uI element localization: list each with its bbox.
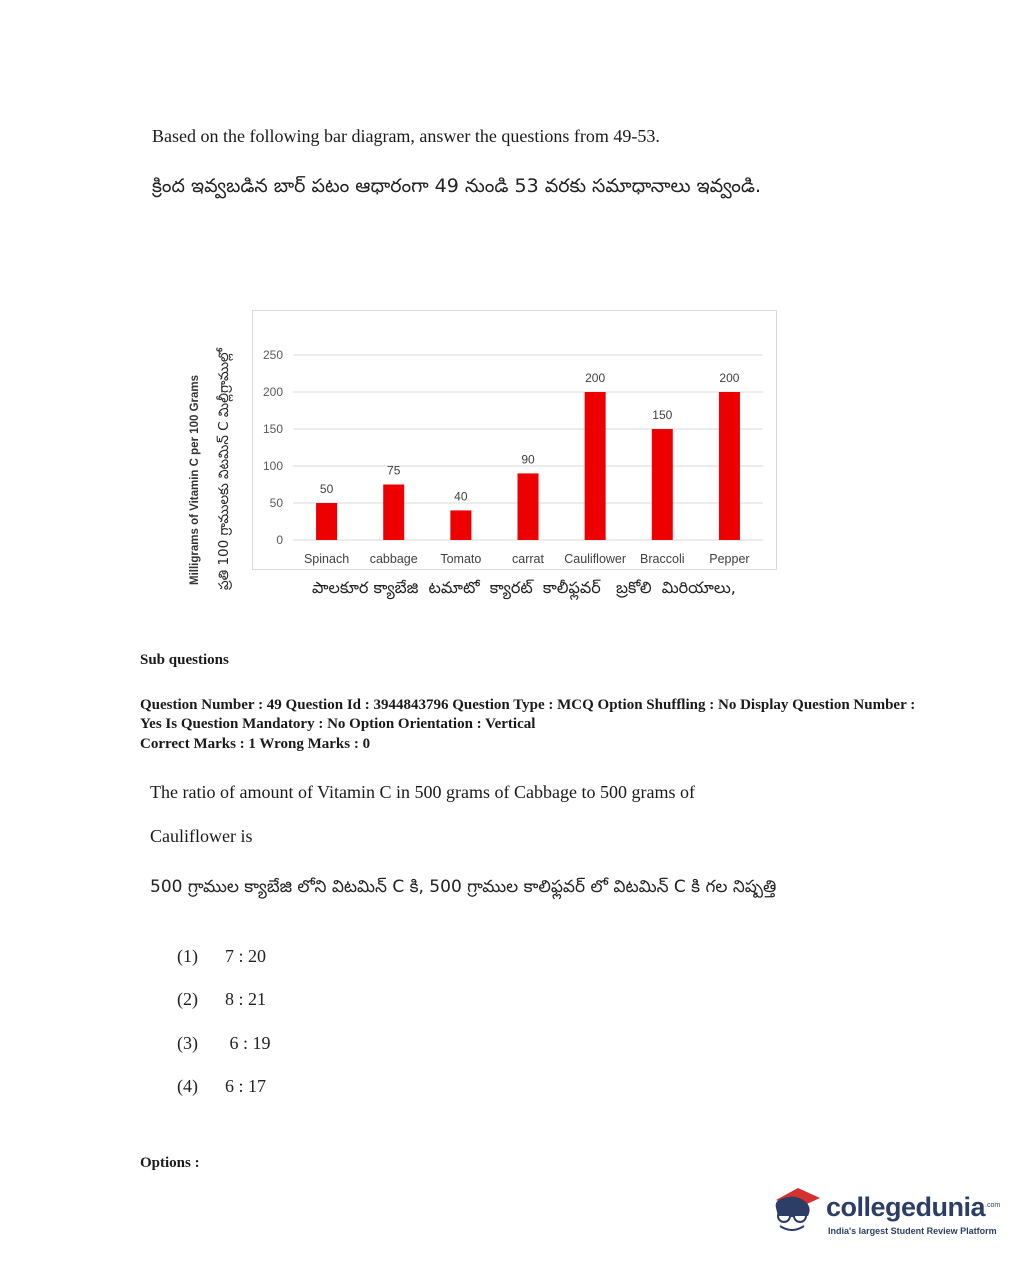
option-4-text: 6 : 17 — [225, 1076, 267, 1096]
option-4[interactable] — [177, 1076, 266, 1097]
option-3-number: (3) — [177, 1033, 198, 1053]
question-marks: Correct Marks : 1 Wrong Marks : 0 — [140, 736, 371, 752]
x-tick-label: Tomato — [440, 552, 482, 566]
collegedunia-tagline: India's largest Student Review Platform — [828, 1226, 997, 1236]
question-text-telugu: 500 గ్రాముల క్యాబేజి లోని విటమిన్ C కి, 500 గ్రాముల కాలిఫ్లవర్ లో విటమిన్ C కి గల నిష్పత్తి — [150, 877, 777, 897]
y-tick-label: 250 — [262, 348, 283, 362]
bar — [450, 510, 471, 540]
data-label: 50 — [319, 482, 334, 496]
bar — [316, 503, 337, 540]
bar — [585, 392, 606, 540]
sub-questions-heading: Sub questions — [140, 652, 229, 668]
option-4-number: (4) — [177, 1076, 198, 1096]
x-tick-label: Cauliflower — [564, 552, 627, 566]
option-2-number: (2) — [177, 989, 198, 1009]
bar — [719, 392, 740, 540]
collegedunia-logo-text: collegedunia — [826, 1192, 986, 1222]
x-tick-label: Pepper — [709, 552, 750, 566]
y-tick-label: 150 — [262, 422, 283, 436]
y-tick-label: 100 — [262, 459, 283, 473]
option-1-text: 7 : 20 — [225, 946, 267, 966]
x-tick-label: Spinach — [303, 552, 350, 566]
chart-ylabel-text: Milligrams of Vitamin C per 100 Grams — [189, 374, 201, 585]
option-2[interactable] — [177, 989, 266, 1010]
y-tick-label: 50 — [269, 496, 283, 510]
chart-ylabel-telugu — [210, 300, 234, 590]
y-tick-label: 0 — [276, 533, 283, 547]
option-1[interactable] — [177, 946, 266, 967]
option-3[interactable] — [177, 1033, 271, 1054]
question-meta: Question Number : 49 Question Id : 3944843796 Question Type : MCQ Option Shuffling : No Display Question Number : Yes Is Question Mandatory : No Option Orientation : Vertical — [140, 697, 916, 732]
intro-text: Based on the following bar diagram, answer the questions from 49-53. — [152, 126, 660, 146]
y-tick-label: 200 — [262, 385, 283, 399]
data-label: 90 — [521, 452, 535, 467]
chart-ylabel — [186, 300, 202, 585]
question-text-line1: The ratio of amount of Vitamin C in 500 grams of Cabbage to 500 grams of — [150, 782, 695, 802]
data-label: 200 — [719, 371, 740, 385]
chart-ylabel-telugu-text: ప్రతి 100 గ్రాములకు విటమిన్ C మిల్లీగ్రాముల్లో — [216, 348, 232, 590]
x-tick-label: carrat — [512, 552, 544, 566]
bar — [383, 485, 404, 541]
question-text-line2: Cauliflower is — [150, 826, 253, 846]
data-label: 40 — [454, 489, 468, 504]
chart-xlabel-telugu: పాలకూర క్యాబేజి టమాటో క్యారట్ కాలీఫ్లవర్ బ్రకోలి మిరియాలు, — [312, 578, 736, 597]
vitamin-c-bar-chart — [252, 310, 777, 570]
options-heading: Options : — [140, 1155, 200, 1171]
data-label: 75 — [387, 463, 401, 478]
x-tick-label: Braccoli — [640, 552, 685, 566]
bar — [518, 473, 539, 540]
data-label: 200 — [585, 371, 606, 385]
data-label: 150 — [652, 408, 673, 422]
bar — [652, 429, 673, 540]
option-1-number: (1) — [177, 946, 198, 966]
option-3-text: 6 : 19 — [225, 1033, 271, 1053]
intro-text-telugu: క్రింద ఇవ్వబడిన బార్ పటం ఆధారంగా 49 నుండి 53 వరకు సమాధానాలు ఇవ్వండి. — [152, 175, 761, 197]
option-2-text: 8 : 21 — [225, 989, 267, 1009]
collegedunia-logo-com: .com — [985, 1202, 1001, 1209]
collegedunia-mascot-icon — [766, 1178, 826, 1248]
x-tick-label: cabbage — [369, 552, 418, 566]
